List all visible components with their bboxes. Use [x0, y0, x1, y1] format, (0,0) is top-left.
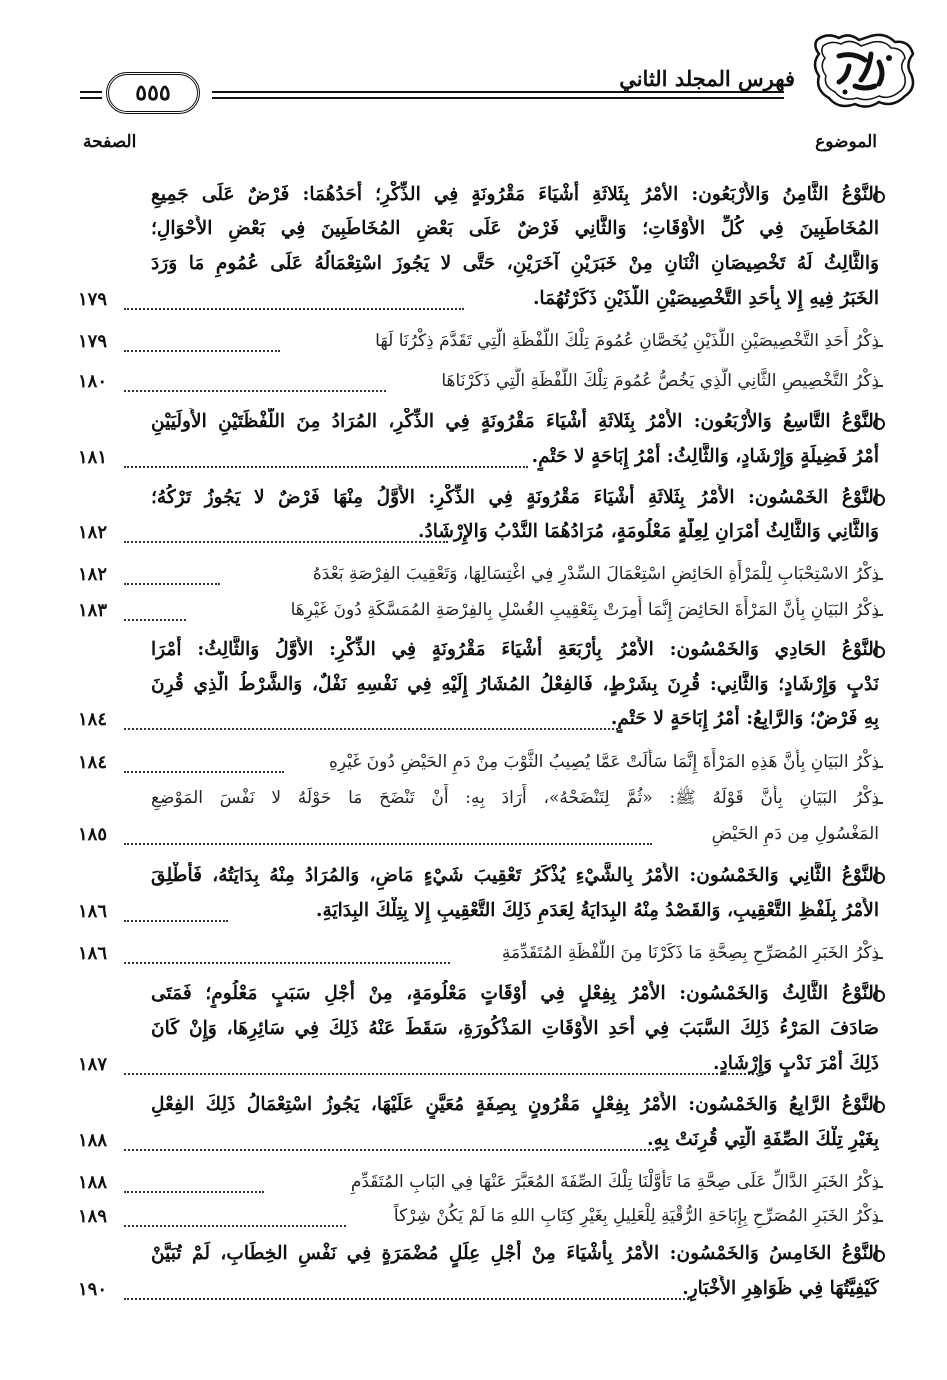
leader-dots: [124, 728, 618, 730]
header-rule-left-2: [80, 97, 102, 99]
entry-page-number: ١٨٤: [78, 752, 108, 773]
entry-page-number: ١٨١: [78, 447, 108, 468]
header-rule-right: [212, 91, 784, 93]
entry-line: النَّوْعُ التَّاسِعُ وَالأَرْبَعُون: الأَمْرُ بِثَلاثَةِ أَشْيَاءَ مَقْرُونَةٍ فِي الذِّكْرِ، المُرَادُ مِنَ اللَّفْظَتَيْنِ الأُولَيَيْنِ: [151, 411, 879, 432]
entry-line: بِغَيْرِ تِلْكَ الصِّفَةِ الَّتِي قُرِنَتْ بِهِ.: [647, 1129, 879, 1150]
entry-line: المَغْسُولِ مِن دَمِ الحَيْضِ: [711, 824, 879, 844]
leader-dots: [124, 390, 386, 392]
entry-line: نَدْبٍ وَإِرْشَادٍ؛ وَالثَّانِي: قُرِنَ بِشَرْطٍ، فَالفِعْلُ المُشَارُ إِلَيْهِ فِي نَفْسِهِ نَفْلٌ، وَالشَّرْطُ الَّذِي قُرِنَ: [151, 674, 879, 695]
entry-line: ذِكْرُ البَيَانِ بِأَنَّ المَرْأَةَ الحَائِضَ إِنَّمَا أُمِرَتْ بِتَعْقِيبِ الغُسْلِ بِالفِرْصَةِ المُمَسَّكَةِ دُونَ غَيْرِهَا: [290, 600, 879, 620]
entry-page-number: ١٨٣: [78, 600, 108, 621]
entry-line: صَادَفَ المَرْءُ ذَلِكَ السَّبَبَ فِي أَحَدِ الأَوْقَاتِ المَذْكُورَةِ، سَقَطَ عَنْهُ ذَلِكَ فِي سَائِرِهَا، وَإِنْ كَانَ: [151, 1018, 879, 1039]
chapter-ornament: [809, 30, 919, 112]
entry-page-number: ١٧٩: [78, 331, 108, 352]
entry-page-number: ١٨٢: [78, 522, 108, 543]
entry-line: ذِكْرُ الخَبَرِ الدَّالِّ عَلَى صِحَّةِ مَا تَأَوَّلْنَا تِلْكَ الصِّفَةَ المُعَبَّرَ عَنْهَا فِي البَابِ المُتَقَدِّمِ: [350, 1172, 879, 1192]
entry-page-number: ١٨٩: [78, 1206, 108, 1227]
entry-line: النَّوْعُ الرَّابِعُ وَالخَمْسُون: الأَمْرُ بِفِعْلٍ مَقْرُونٍ بِصِفَةٍ مُعَيَّنٍ عَلَيْهَا، يَجُوزُ اسْتِعْمَالُ ذَلِكَ الفِعْلِ: [151, 1094, 879, 1115]
column-heading-topic: الموضوع: [815, 132, 877, 152]
entry-line: ذِكْرُ البَيَانِ بِأَنَّ قَوْلَهُ ﷺ: «ثُمَّ لِتَنْضَحْهُ»، أَرَادَ بِهِ: أَنْ تَنْضَحَ مَا حَوْلَهُ لا نَفْسَ المَوْضِعِ: [151, 788, 879, 808]
leader-dots: [124, 1191, 264, 1193]
entry-line: ذِكْرُ الخَبَرِ المُصَرِّحِ بِصِحَّةِ مَا ذَكَرْنَا مِنَ اللَّفْظَةِ المُتَقَدِّمَةِ: [501, 943, 879, 963]
header-rule-right-2: [212, 97, 784, 99]
entry-line: ذِكْرُ الخَبَرِ المُصَرِّحِ بِإِبَاحَةِ الرُّقْيَةِ لِلْعَلِيلِ بِغَيْرِ كِتَابِ اللهِ مَا لَمْ يَكُنْ شِرْكاً: [393, 1206, 879, 1226]
entry-line: ذِكْرُ أَحَدِ التَّخْصِيصَيْنِ اللَّذَيْنِ يُخَصَّانِ عُمُومَ تِلْكَ اللَّفْظَةِ الَّتِي تَقَدَّمَ ذِكْرُنَا لَهَا: [375, 331, 879, 351]
leader-dots: [124, 1073, 758, 1075]
entry-line: النَّوْعُ الحَادِي وَالخَمْسُون: الأَمْرُ بِأَرْبَعَةِ أَشْيَاءَ مَقْرُونَةٍ فِي الذِّكْرِ: الأَوَّلُ وَالثَّالِثُ: أَمْرَا: [151, 639, 879, 660]
entry-line: ذَلِكَ أَمْرَ نَدْبٍ وَإِرْشَادٍ.: [713, 1053, 879, 1074]
entry-page-number: ١٨٧: [78, 1054, 108, 1075]
entry-line: النَّوْعُ الخَمْسُون: الأَمْرُ بِثَلاثَةِ أَشْيَاءَ مَقْرُونَةٍ فِي الذِّكْرِ: الأَوَّلُ مِنْهَا فَرْضٌ لا يَجُوزُ تَرْكُهُ؛: [151, 487, 879, 508]
entry-line: بِهِ فَرْضٌ؛ وَالرَّابِعُ: أَمْرُ إِبَاحَةٍ لا حَتْمٍ.: [610, 708, 879, 729]
leader-dots: [124, 1225, 346, 1227]
entry-page-number: ١٨٦: [78, 901, 108, 922]
entry-line: الخَبَرُ فِيهِ إِلا بِأَحَدِ التَّخْصِيصَيْنِ اللَّذَيْنِ ذَكَرْتُهُمَا.: [532, 288, 879, 309]
entry-page-number: ١٧٩: [78, 289, 108, 310]
entry-line: كَيْفِيَّتُهَا فِي ظَوَاهِرِ الأَخْبَارِ.: [682, 1278, 879, 1299]
leader-dots: [124, 962, 450, 964]
entry-line: ذِكْرُ التَّخْصِيصِ الثَّانِي الَّذِي يَخُصُّ عُمُومَ تِلْكَ اللَّفْظَةِ الَّتِي ذَكَرْنَاهَا: [441, 371, 879, 391]
entry-line: ذِكْرُ البَيَانِ بِأَنَّ هَذِهِ المَرْأَةَ إِنَّمَا سَأَلَتْ عَمَّا يُصِيبُ الثَّوْبَ مِنْ دَمِ الحَيْضِ دُونَ غَيْرِهِ: [328, 752, 879, 772]
page-number: ٥٥٥: [106, 72, 200, 114]
leader-dots: [124, 541, 448, 543]
entry-line: النَّوْعُ الثَّالِثُ وَالخَمْسُون: الأَمْرُ بِفِعْلٍ فِي أَوْقَاتٍ مَعْلُومَةٍ، مِنْ أَجْلِ سَبَبٍ مَعْلُومٍ؛ فَمَتَى: [151, 983, 879, 1004]
entry-page-number: ١٩٠: [78, 1279, 108, 1300]
running-header-title: فهرس المجلد الثاني: [619, 66, 795, 91]
leader-dots: [124, 583, 220, 585]
entry-line: النَّوْعُ الخَامِسُ وَالخَمْسُون: الأَمْرُ بِأَشْيَاءَ مِنْ أَجْلِ عِلَلٍ مُضْمَرَةٍ فِي نَفْسِ الخِطَابِ، لَمْ تُبَيَّنْ: [151, 1243, 879, 1264]
entry-page-number: ١٨٢: [78, 564, 108, 585]
leader-dots: [124, 843, 652, 845]
entry-page-number: ١٨٦: [78, 943, 108, 964]
entry-line: النَّوْعُ الثَّانِي وَالخَمْسُون: الأَمْرُ بِالشَّيْءِ يُذْكَرُ تَعْقِيبَ شَيْءٍ مَاضٍ، وَالمُرَادُ مِنْهُ بِدَايَتُهُ، فَأُطْلِقَ: [151, 865, 879, 886]
leader-dots: [124, 350, 280, 352]
entry-line: أَمْرُ فَضِيلَةٍ وَإِرْشَادٍ، وَالثَّالِثُ: أَمْرُ إِبَاحَةٍ لا حَتْمٍ.: [531, 446, 879, 467]
leader-dots: [124, 771, 284, 773]
entry-line: المُخَاطَبِينَ فِي كُلِّ الأَوْقَاتِ؛ وَالثَّانِي فَرْضٌ عَلَى بَعْضِ المُخَاطَبِينَ فِي بَعْضِ الأَحْوَالِ؛: [151, 218, 879, 239]
leader-dots: [124, 1298, 692, 1300]
leader-dots: [124, 466, 528, 468]
column-heading-page: الصفحة: [83, 132, 137, 152]
entry-page-number: ١٨٥: [78, 824, 108, 845]
entry-page-number: ١٨٠: [78, 371, 108, 392]
entry-page-number: ١٨٤: [78, 709, 108, 730]
entry-line: ذِكْرُ الاسْتِحْبَابِ لِلْمَرْأَةِ الحَائِضِ اسْتِعْمَالَ السِّدْرِ فِي اغْتِسَالِهَا، وَتَعْقِيبَ الفِرْصَةِ بَعْدَهُ: [312, 564, 879, 584]
entry-line: الأَمْرُ بِلَفْظِ التَّعْقِيبِ، وَالقَصْدُ مِنْهُ البِدَايَةُ لِعَدَمِ ذَلِكَ التَّعْقِيبِ إِلا بِتِلْكَ البِدَايَةِ.: [316, 900, 879, 921]
leader-dots: [124, 1149, 658, 1151]
entry-page-number: ١٨٨: [78, 1130, 108, 1151]
leader-dots: [124, 619, 186, 621]
entry-page-number: ١٨٨: [78, 1172, 108, 1193]
entry-line: وَالثَّانِي وَالثَّالِثُ أَمْرَانِ لِعِلَّةٍ مَعْلُومَةٍ، مُرَادُهُمَا النَّدْبُ وَالإِرْشَادُ.: [418, 521, 879, 542]
header-rule-left: [80, 91, 102, 93]
leader-dots: [124, 308, 464, 310]
leader-dots: [124, 920, 228, 922]
entry-line: وَالثَّالِثُ لَهُ تَخْصِيصَانِ اثْنَانِ مِنْ خَبَرَيْنِ آخَرَيْنِ، حَتَّى لا يَجُوزَ اسْتِعْمَالُهُ عَلَى عُمُومِ مَا وَرَدَ: [151, 253, 879, 274]
entry-line: النَّوْعُ الثَّامِنُ وَالأَرْبَعُون: الأمْرُ بِثَلاثَةِ أَشْيَاءَ مَقْرُونَةٍ فِي الذِّكْرِ؛ أَحَدُهُمَا: فَرْضٌ عَلَى جَمِيعِ: [151, 184, 879, 205]
